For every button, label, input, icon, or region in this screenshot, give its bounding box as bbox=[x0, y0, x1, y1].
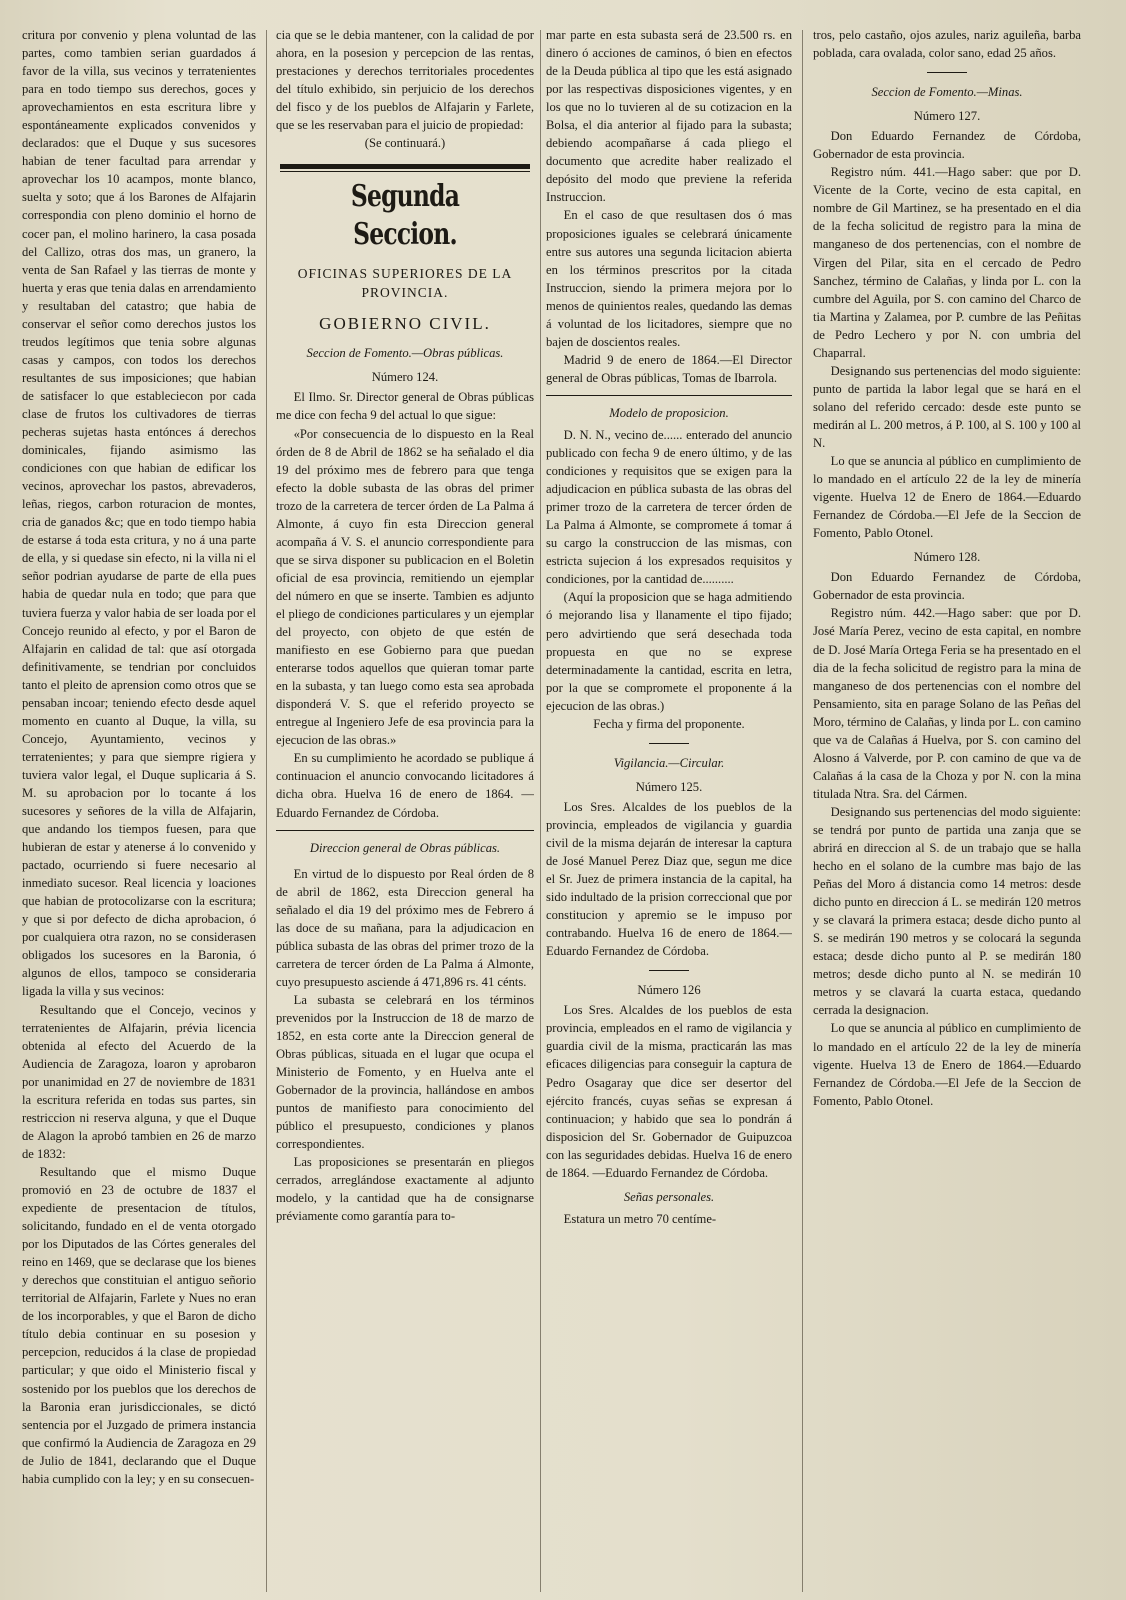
model-heading: Modelo de proposicion. bbox=[609, 405, 729, 420]
separator bbox=[927, 72, 967, 73]
paragraph: tros, pelo castaño, ojos azules, nariz aguileña, barba poblada, cara ovalada, color sano, edad 25 años. bbox=[813, 28, 1081, 61]
paragraph: Los Sres. Alcaldes de los pueblos de la provincia, empleados de vigilancia y guardia civil de la misma dejarán de interesar la captura de José Manuel Perez Diaz que, segun me dice el Sr. Juez de primera instancia de la capital, ha sido indultado de la prision correccional que por constitucion y apremio se le impuso por contrabando. Huelva 16 de enero de 1864.—Eduardo Fernandez de Córdoba. bbox=[546, 799, 792, 959]
paragraph: Lo que se anuncia al público en cumplimiento de lo mandado en el artículo 22 de la ley de minería vigente. Huelva 13 de Enero de 1864.—Eduardo Fernandez de Córdoba.—El Jefe de la Seccion de Fomento, Pablo Otonel. bbox=[813, 1021, 1081, 1108]
paragraph: Lo que se anuncia al público en cumplimiento de lo mandado en el artículo 22 de la ley de minería vigente. Huelva 12 de Enero de 1864.—Eduardo Fernandez de Córdoba.—El Jefe de la Seccion de Fomento, Pablo Otonel. bbox=[813, 454, 1081, 541]
column-divider bbox=[540, 30, 541, 1592]
separator bbox=[276, 830, 534, 831]
vigilance-heading: Vigilancia.—Circular. bbox=[613, 755, 725, 770]
paragraph: Madrid 9 de enero de 1864.—El Director general de Obras públicas, Tomas de Ibarrola. bbox=[546, 352, 792, 385]
notice-number: Número 127. bbox=[913, 109, 981, 124]
column-4 bbox=[813, 26, 1081, 1596]
column-2 bbox=[276, 26, 534, 1596]
separator bbox=[649, 970, 689, 971]
paragraph: mar parte en esta subasta será de 23.500 rs. en dinero ó acciones de caminos, ó bien en efectos de la Deuda pública al tipo que les está asignado por las respectivas disposiciones vigentes, y en los que no lo tuvieren al de su cotizacion en la Bolsa, el dia anterior al fijado para la subasta; debiendo acompañarse á cada pliego el documento que acredite haber realizado el depósito del modo que previene la referida Instruccion. bbox=[546, 28, 792, 205]
government-heading: GOBIERNO CIVIL. bbox=[319, 314, 491, 334]
paragraph: La subasta se celebrará en los términos prevenidos por la Instruccion de 18 de marzo de 1852, en esta corte ante la Direccion general de Obras públicas, situada en el lugar que ocupa el Ministerio de Fomento, y en Huelva ante el Gobernador de la provincia, hallándose en ambos puntos de manifiesto para conocimiento del público el presupuesto, condiciones y planos correspondientes. bbox=[276, 992, 534, 1152]
offices-heading: OFICINAS SUPERIORES DE LA PROVINCIA. bbox=[297, 266, 513, 301]
paragraph: Registro núm. 442.—Hago saber: que por D. José María Perez, vecino de esta capital, en nombre de D. José María Ortega Feria se ha presentado en el dia de la fecha solicitud de registro para la mina de manganeso de dos pertenencias con el nombre del Pensamiento, sita en parage Solano de las Peñas del Moro, término de Calañas, y linda por L. con camino que va de Calañas á Huelva, por S. con camino del Alosno á Valverde, por P. con camino de que va de Calañas á la casa de la Choza y por N. con la mina titulada Ntra. Sra. del Cármen. bbox=[813, 606, 1081, 801]
section-title: Segunda Seccion. bbox=[350, 179, 460, 253]
paragraph: Estatura un metro 70 centíme- bbox=[563, 1211, 717, 1226]
paragraph: Registro núm. 441.—Hago saber: que por D. Vicente de la Corte, vecino de esta capital, en nombre de Gil Martinez, se ha presentado en el dia de la fecha solicitud de registro para la mina de manganeso de dos pertenencias, con el nombre de Virgen del Pilar, sita en el cercado de Pedro Sanchez, término de Calañas, y linda por L. con la cumbre del Aguila, por S. con camino del Charco de tia Martina y Zalamea, por P. cumbre de las Peñitas de Pedro Lechero y por N. con umbria del Chaparral. bbox=[813, 165, 1081, 360]
notice-number: Número 125. bbox=[635, 779, 703, 794]
paragraph: Resultando que el mismo Duque promovió en 23 de octubre de 1837 el expediente de presentacion de títulos, solicitando, fundado en el de venta otorgado por los Diputados de las Córtes generales del reino en 1469, que se declarase que los bienes y derechos que constituian el antiguo señorio territorial de Alfajarin, Farlete y Nues no eran de los incorporables, y que el Baron de dicho título debia continuar en su posesion y percepcion, reducidos á la clase de propiedad particular; y que oido el Ministerio fiscal y sostenido por los pueblos que los derechos de la Baronia eran jurisdiccionales, se dictó sentencia por el Juzgado de primera instancia que confirmó la Audiencia de Zaragoza en 29 de Julio de 1841, declarando que el Duque habia cumplido con la ley; y en su consecuen- bbox=[22, 1164, 256, 1486]
column-divider bbox=[266, 30, 267, 1592]
notice-number: Número 126 bbox=[637, 983, 701, 998]
paragraph: El Ilmo. Sr. Director general de Obras públicas me dice con fecha 9 del actual lo que sigue: bbox=[276, 390, 534, 423]
paragraph: D. N. N., vecino de...... enterado del anuncio publicado con fecha 9 de enero último, y de las condiciones y requisitos que se exigen para la adjudicacion en pública subasta de las obras del primer trozo de la carretera de tercer órden de La Palma á Almonte, se compromete á tomar á su cargo la construccion de las mismas, con estricta sujecion á los expresados requisitos y condiciones, por la cantidad de.......... bbox=[546, 427, 792, 587]
column-divider bbox=[802, 30, 803, 1592]
separator bbox=[546, 395, 792, 396]
thick-rule bbox=[280, 164, 530, 169]
paragraph: Designando sus pertenencias del modo siguiente: punto de partida la labor legal que se hará en el solano del referido cercado: desde este punto se medirán al L. 200 metros, á P. 100, al S. 100 y 100 al N. bbox=[813, 363, 1081, 450]
governor-heading: Don Eduardo Fernandez de Córdoba, Gobernador de esta provincia. bbox=[813, 129, 1081, 162]
subsection-heading: Direccion general de Obras públicas. bbox=[309, 840, 501, 855]
paragraph: Designando sus pertenencias del modo siguiente: se tendrá por punto de partida una zanja que se abrirá en direccion al S. de un trabajo que se halla hecho en el solano de la cumbre mas bajo de las Peñas del Moro á distancia como 14 metros: desde dicho punto en direccion á L. se medirán 120 metros y se clavará la primera estaca; desde dicho punto al S. se medirán 190 metros y se colocará la segunda estaca; desde dicho punto al P. se medirán 180 metros; desde dicho punto al N. se medirán 10 metros y se clavará la cuarta estaca, quedando cerrada la designacion. bbox=[813, 804, 1081, 1018]
paragraph: En su cumplimiento he acordado se publique á continuacion el anuncio convocando licitadores á dicha obra. Huelva 16 de enero de 1864. —Eduardo Fernandez de Córdoba. bbox=[276, 751, 534, 820]
notice-number: Número 124. bbox=[371, 370, 439, 385]
paragraph: En virtud de lo dispuesto por Real órden de 8 de abril de 1862, esta Direccion general ha señalado el dia 19 del próximo mes de Febrero á las doce de su mañana, para la adjudicacion en pública subasta de las obras del primer trozo de la carretera de tercer órden de La Palma á Almonte, cuyo presupuesto asciende á 471,896 rs. 41 cénts. bbox=[276, 866, 534, 989]
continued-text: cia que se le debia mantener, con la calidad de por ahora, en la posesion y percepcion de las rentas, prestaciones y derechos territoriales procedentes del título exhibido, sin perjuicio de los derechos del fisco y de los pueblos de Alfajarin y Farlete, que se les reservaban para el juicio de propiedad: bbox=[276, 28, 534, 133]
paragraph: Las proposiciones se presentarán en pliegos cerrados, arreglándose exactamente al adjunto modelo, y la cantidad que ha de consignarse préviamente como garantía para to- bbox=[276, 1155, 534, 1224]
column-3 bbox=[546, 26, 792, 1596]
signature-line: Fecha y firma del proponente. bbox=[593, 716, 745, 731]
paragraph: En el caso de que resultasen dos ó mas proposiciones iguales se celebrará únicamente entre sus autores una segunda licitacion abierta en los términos prescritos por la citada Instruccion, siendo la primera mejora por lo menos de quinientos reales, quedando las demas á voluntad de los licitadores, siempre que no bajen de doscientos reales. bbox=[546, 208, 792, 349]
governor-heading: Don Eduardo Fernandez de Córdoba, Gobernador de esta provincia. bbox=[813, 570, 1081, 603]
thin-rule bbox=[280, 171, 530, 172]
mines-heading: Seccion de Fomento.—Minas. bbox=[871, 85, 1023, 100]
paragraph: critura por convenio y plena voluntad de las partes, como tambien serian guardados á favor de la villa, sus vecinos y terratenientes para en todo tiempo sus derechos, goces y aprovechamientos en esta escritura libre y espontáneamente explicados convenidos y declarados: que el Duque y sus sucesores habian de tener facultad para arrendar y aprovechar los 10 acampos, monte blanco, suelta y soto; que á los Barones de Alfajarin correspondia con pleno dominio el horno de cocer pan, el molino harinero, la casa posada del Callizo, otras dos mas, un granero, la venta de San Rafael y las tierras de monte y huerta y eras que tenia dalas en arrendamiento y resultaban del catastro; que habia de conservar el señor como derechos justos los treudos legítimos que tenia sobre algunas casas y campos, con todos los derechos resultantes de sus imposiciones; que habian de satisfacer lo que estableciecon por cada clase de frutos los cultivadores de tierras pecheras sujetas hasta entónces á derechos dominicales, fijando asimismo las condiciones con que habian de edificar los vecinos, aprovechar los pastos, abrevaderos, leñas, riegos, carbon roturacion de montes, cria de ganados &c; que en todo tiempo habia de estarse á toda esta critura, y no á una parte de ella, y si quedase sin efecto, ni la villa ni el señor podrian ayudarse de parte de ella pues habia de quedar nula en todo; que para que tuviera fuerza y valor habia de ser loada por el Concejo reunido al efecto, y por el Baron de Alfajarin en calidad de tal: que así otorgada definitivamente, se tendrian por concluidos tanto el pleito de aprension como otros que se pensaban incoar; teniendo efecto desde aquel momento en cuanto al Duque, la villa, su Concejo, Ayuntamiento, vecinos y terratenientes; y para que siempre rigiera y tuviera valor legal, el Duque suplicaria á S. M. su aprobacion por lo tocante á los sucesores y señores de la villa de Alfajarin, que andando los tiempos fuesen, para que hubieran de estar y atenerse á lo convenido y pactado, ocurriendo si fuere necesario al inmediato sucesor. Real licencia y loaciones que habian de protocolizarse con la escritura; y que si por defecto de dicha aprobacion, ó por cualquiera otra razon, no se considerasen obligados los sucesores en la Baronia, ó algunos de ellos, tampoco se consideraria ligada la villa y sus vecinos: bbox=[22, 28, 256, 999]
notice-number: Número 128. bbox=[913, 550, 981, 565]
separator bbox=[649, 743, 689, 744]
personal-details-heading: Señas personales. bbox=[623, 1189, 715, 1204]
subsection-heading: Seccion de Fomento.—Obras públicas. bbox=[306, 346, 504, 361]
paragraph: (Aquí la proposicion que se haga admitiendo ó mejorando lisa y llanamente el tipo fijado; pero advirtiendo que será desechada toda propuesta en que no se exprese determinadamente la cantidad, escrita en letra, por la que se compromete el proponente á la ejecucion de las obras.) bbox=[546, 590, 792, 713]
paragraph: Los Sres. Alcaldes de los pueblos de esta provincia, empleados en el ramo de vigilancia y guardia civil de la misma, practicarán las mas eficaces diligencias para conseguir la captura de Pedro Osagaray que dice ser desertor del ejército francés, cuyas señas se expresan á continuacion; y habido que sea lo pondrán á disposicion del Sr. Gobernador de Guipuzcoa con las seguridades debidas. Huelva 16 de enero de 1864. —Eduardo Fernandez de Córdoba. bbox=[546, 1003, 792, 1180]
paragraph: «Por consecuencia de lo dispuesto en la Real órden de 8 de Abril de 1862 se ha señalado el dia 19 del próximo mes de febrero para que tenga efecto la doble subasta de las obras del primer trozo de la carretera de tercer órden de La Palma á Almonte, á cuyo fin esta Direccion general acompaña á V. S. el anuncio correspondiente para que se sirva disponer su publicacion en el Boletin oficial de esa provincia, remitiendo un ejemplar del número en que se inserte. Tambien es adjunto el pliego de condiciones particulares y un ejemplar del proyecto, con objeto de que estén de manifiesto en ese Gobierno para que puedan enterarse todos aquellos que quieran tomar parte en la subasta, y tan luego como esta sea aprobada disponderá V. S. que el referido proyecto se entregue al Ingeniero Jefe de esa provincia para la ejecucion de las obras.» bbox=[276, 426, 534, 748]
column-1 bbox=[22, 26, 256, 1596]
continued-note: (Se continuará.) bbox=[364, 136, 446, 151]
paragraph: Resultando que el Concejo, vecinos y terratenientes de Alfajarin, prévia licencia obtenida al efecto del Acuerdo de la Audiencia de Zaragoza, loaron y aprobaron por unanimidad en 27 de noviembre de 1831 la escritura referida en todas sus partes, sin restriccion ni reserva alguna, y que el Duque de Alagon la aprobó tambien en 26 de marzo de 1832: bbox=[22, 1002, 256, 1161]
